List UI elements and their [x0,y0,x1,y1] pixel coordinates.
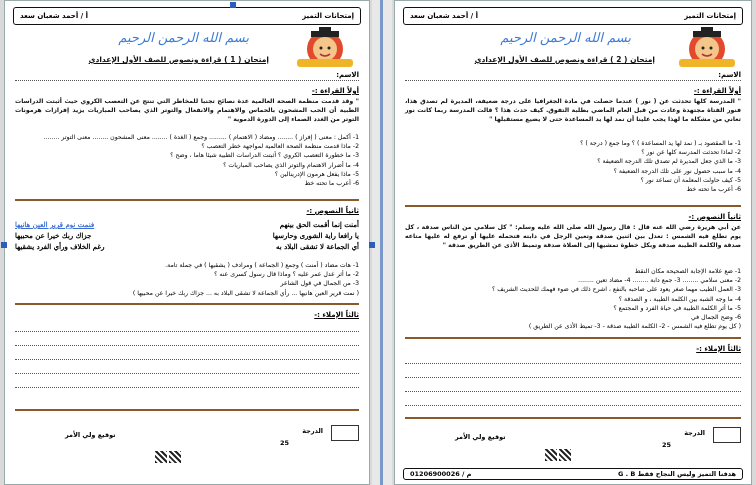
verse-first-half: أي الجماعة لا تشقى البلاد به [275,242,359,251]
verse-second-half: رغم الخلاف ورأي الفرد يشقيها [15,242,105,251]
question-item: 3- ما خطورة التعصب الكروي ؟ أثبتت الدراسات الطبية شيئا هاما ، وضح ؟ [170,152,359,160]
question-item: ( كل يوم تطلع فيه الشمس - 2- الكلمة الطيبة صدقة - 3- تميط الأذى عن الطريق ) [528,323,741,331]
question-item: 2- لماذا تحدثت المدرسة كلها عن نور ؟ [641,149,741,157]
answer-line[interactable] [15,359,359,360]
page-header [403,7,743,25]
answer-line[interactable] [405,391,741,392]
qr-code-icon [169,451,181,463]
reading-heading: أولاً القراءة :- [311,87,359,95]
section-divider [15,303,359,305]
qr-code-icon [155,451,167,463]
page-footer [403,468,743,480]
resize-handle[interactable] [1,242,7,248]
question-item: 1- هات مضاد ( أمنت ) وجمع ( الجماعة ) ومرادف ( يشقيها ) في جملة تامة. [165,262,359,269]
question-item: 6- أعرب ما تحته خط [686,186,741,194]
basmala: بسم الله الرحمن الرحيم [500,31,631,46]
hadith-paragraph: عن أبي هريرة رضي الله عنه قال : قال رسول الله صلى الله عليه وسلم: " كل سلامي من الناس صدقة ، كل يوم تطلع فيه الشمس : تعدل بين اثنين صدقة وتعين الرجل في دابته فتحمله عليها أو ترفع له عليها متاعه صدقة والكلمة الطيبة صدقة وبكل خطوة تمشيها إلى الصلاة صدقة وتميط الأذى عن الطريق صدقة " [405,224,741,249]
grade-box [713,427,741,443]
reading-paragraph: " المدرسة كلها تحدثت عن ( نور ) عندما حصلت في مادة الجغرافيا على درجة ضعيفة، المديرة لم تصدق هذا، فنور الفتاة مجتهدة وعادت من قبل العام الماضي بطلبة التفوق. كيف حدث هذا ؟ قالت المدرسة ربما كانت نور تعاني من مشكلة ما لهذا يجب علينا أن نمد لها يد المساعدة حتى لا يضيع مستقبلها " [405,98,741,123]
poem-verses [15,219,359,252]
grade-total: 25 [661,441,671,449]
reading-paragraph: " وقد قدمت منظمة الصحة العالمية عدة نصائح تجنبا للمخاطر التي تنتج عن التعصب الكروي حيث أثبتت الدراسات الطبية أن الحب المشحون بالحماس والاهتمام والانفعال والتوتر الذي يصاحب المباريات يزيد إفرازات هرمونات التوتر من الغدد الصماء إلى الدورة الدموية " [15,98,359,123]
reading-questions [405,139,741,194]
texts-questions [405,267,741,331]
question-item: 3- ما الذي جعل المديرة لم تصدق تلك الدرجة الضعيفة ؟ [597,158,741,166]
exam-title: إمتحان ( 1 ) قراءة ونصوص للصف الأول الإعدادي [88,55,269,64]
page-header [13,7,361,25]
answer-line[interactable] [405,405,741,406]
answer-line[interactable] [405,363,741,364]
section-divider [405,337,741,339]
question-item: 1- ما المقصود بـ ( نمد لها يد المساعدة ) ؟ وما جمع ( درجة ) ؟ [580,140,741,147]
section-divider [15,199,359,201]
texts-heading: ثانياً النصوص :- [306,207,359,215]
header-brand: إمتحانات التميز [302,12,354,20]
qr-code-icon [559,449,571,461]
mascot-logo-icon [671,25,743,69]
grade-total: 25 [279,439,289,447]
basmala: بسم الله الرحمن الرحيم [118,31,249,46]
header-teacher: أ / أحمد شعبان سعد [410,12,479,20]
verse-first-half: يا رافعا راية الشورى وحارسها [272,231,359,240]
question-item: 6- وضح الجمال في [691,314,741,322]
section-divider [405,417,741,419]
grade-label: الدرجة [684,429,705,437]
verse-first-half: أمنت إنما أقمت الحق بينهم [279,220,359,229]
guardian-signature-label: توقيع ولي الأمر [65,431,116,439]
page-gutter [372,0,392,485]
footer-slogan: هدفنا التميز وليس النجاح فقط G . B [618,470,736,478]
question-item: ( نمت قرير العين هانيها ... رأي الجماعة لا تشقى البلاد به ... جزاك ربك خيرا عن محبيها ) [132,289,359,297]
qr-code-icon [545,449,557,461]
texts-heading: ثانياً النصوص :- [688,213,741,221]
exam-page-2 [394,0,752,485]
question-item: 3- من الجمال في قول الشاعر [280,280,359,288]
answer-line[interactable] [15,373,359,374]
name-field[interactable]: الاسم: [15,71,359,81]
texts-questions [15,261,359,298]
header-teacher: أ / أحمد شعبان سعد [20,12,89,20]
question-item: 4- ما أضرار الاهتمام والتوتر الذي يصاحب المباريات ؟ [223,161,359,169]
verse-second-half: جزاك ربك خيرا عن محبيها [15,231,92,240]
question-item: 5- ماذا يفعل هرمون الإدرينالين ؟ [274,170,359,178]
question-item: 1- أكمل : معنى ( إفراز ) ........ ومضاد ( الاهتمام ) ......... وجمع ( الغدة ) ........ معنى المشحون ........ معنى التوتر ........ [43,134,359,141]
answer-line[interactable] [15,387,359,388]
selection-bar[interactable] [380,0,383,485]
guardian-signature-label: توقيع ولي الأمر [455,433,506,441]
mascot-logo-icon [289,25,361,69]
question-item: 5- كيف حاولت المعلمة أن تساعد نور ؟ [640,176,741,184]
reading-heading: أولاً القراءة :- [693,87,741,95]
dictation-heading: ثالثاً الإملاء :- [314,311,359,319]
verse-second-half: فنمت نوم قرير العين هانيها [15,220,95,229]
answer-line[interactable] [15,345,359,346]
exam-title: إمتحان ( 2 ) قراءة ونصوص للصف الأول الإعدادي [474,55,655,64]
section-divider [15,409,359,411]
question-item: 2- ما أثر عدل عمر عليه ؟ وماذا قال رسول كسرى عنه ؟ [214,271,359,279]
resize-handle[interactable] [369,242,375,248]
question-item: 3- العمل الطيب مهما صغر يعود على صاحبه بالنفع ، اشرح ذلك في ضوء فهمك للحديث الشريف ؟ [491,286,741,294]
header-brand: إمتحانات التميز [684,12,736,20]
grade-label: الدرجة [302,427,323,435]
question-item: 2- ماذا قدمت منظمة الصحة العالمية لمواجهة خطر التعصب ؟ [201,143,359,151]
grade-box [331,425,359,441]
question-item: 6- أعرب ما تحته خط [304,180,359,188]
question-item: 4- ما سبب حصول نور على تلك الدرجة الضعيفة ؟ [613,167,741,175]
question-item: 2- معنى سلامي ........ 3- جمع دابة ........ 4- مضاد تعين ........ [578,277,741,285]
dictation-heading: ثالثاً الإملاء :- [696,345,741,353]
section-divider [405,205,741,207]
question-item: 4- ما وجه الشبه بين الكلمة الطيبة ، و الصدقة ؟ [618,295,741,303]
footer-phone: م / 01206900026 [410,470,472,478]
reading-questions [15,133,359,188]
question-item: 1- ضع علامة الإجابة الصحيحة مكان النقط [634,268,741,275]
resize-handle[interactable] [230,2,236,8]
answer-line[interactable] [15,331,359,332]
exam-page-1 [4,0,370,485]
name-field[interactable]: الاسم: [405,71,741,81]
answer-line[interactable] [405,377,741,378]
question-item: 5- ما أثر الكلمة الطيبة في حياة الفرد و المجتمع ؟ [613,304,741,312]
